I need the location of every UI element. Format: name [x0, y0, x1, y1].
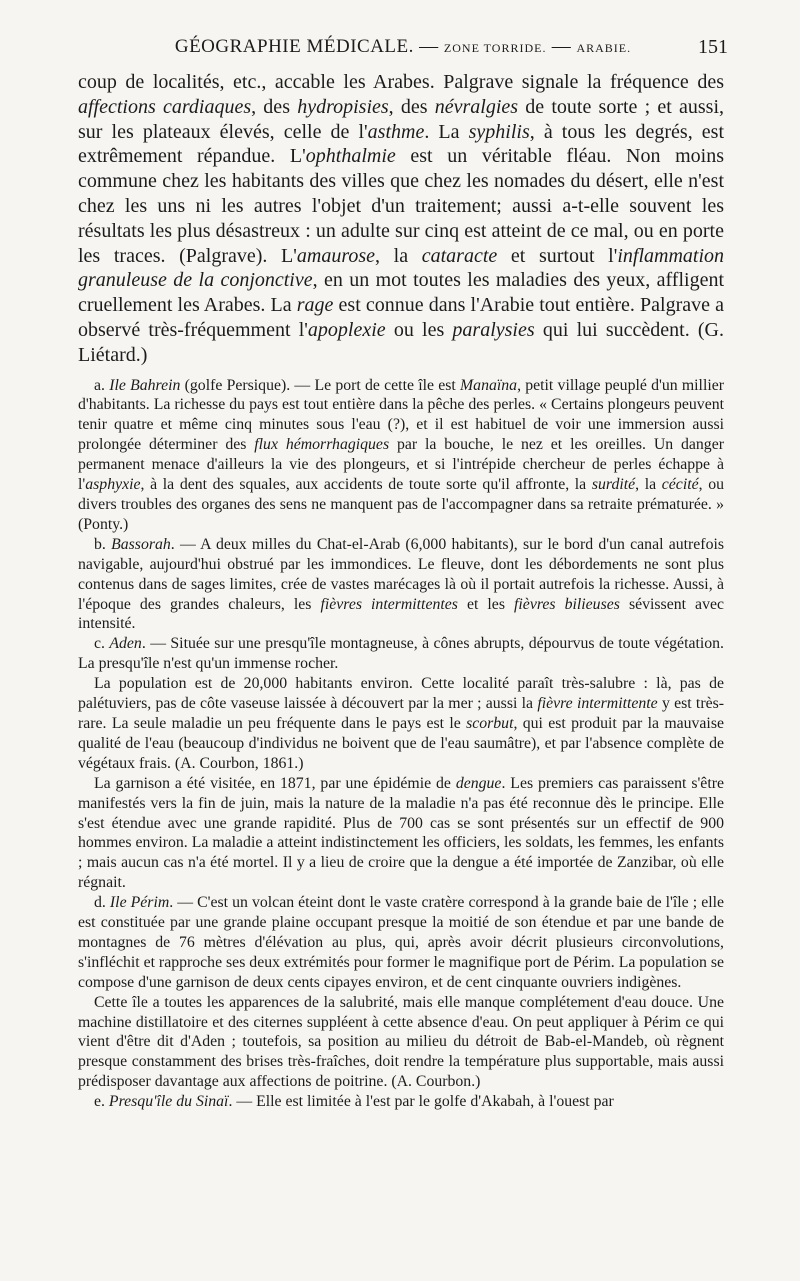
italic-term: inflammation granuleuse de la conjonctive — [78, 244, 724, 292]
text-run: . — Elle est limitée à l'est par le golfe d'Akabah, à l'ouest par — [228, 1093, 614, 1111]
italic-term: syphilis — [468, 120, 530, 143]
text-run: de toute sorte ; et aussi, sur les plateaux élevés, celle de l' — [78, 95, 725, 143]
text-run: , des — [388, 95, 435, 118]
italic-term: névralgies — [434, 95, 519, 118]
text-run: b. — [94, 535, 112, 553]
main-paragraph — [78, 70, 724, 368]
italic-term: ophthalmie — [305, 145, 396, 168]
text-run: e. — [94, 1093, 109, 1111]
note-paragraph — [78, 376, 724, 535]
text-run: , petit village peuplé d'un millier d'habitants. La richesse du pays est tout entière dans la pêche des perles. « Certains plongeurs peuvent tenir quatre et même cinq minutes sous l'eau (?), et il est habituel de voir une immersion aussi prolongée déterminer des — [78, 376, 724, 454]
text-run: . La — [424, 120, 469, 143]
text-run: . — Située sur une presqu'île montagneuse, à cônes abrupts, dépourvus de toute végétation. La presqu'île n'est qu'un immense rocher. — [78, 635, 724, 673]
page-body — [78, 70, 724, 1112]
note-paragraph — [78, 634, 724, 674]
text-run: est connue dans l'Arabie tout entière. Palgrave a observé très-fréquemment l' — [78, 294, 724, 341]
italic-term: Aden — [109, 635, 142, 653]
title-main: GÉOGRAPHIE MÉDICALE. — [174, 36, 414, 57]
note-paragraph — [78, 535, 724, 635]
text-run: . — C'est un volcan éteint dont le vaste cratère correspond à la grande baie de l'île ; elle est constituée par une grande plaine occupant presque la moitié de son étendue et par une bande de montagnes de 76 mètres d'élévation au plus, qui, après avoir décrit plusieurs circonvolutions, s'infléchit et rapproche ses deux extrémités pour former le magnifique port de Périm. La population se compose d'une garnison de deux cents cipayes environ, et de cent cinquante ouvriers indigènes. — [78, 894, 725, 991]
main-text — [78, 70, 724, 368]
text-run: , qui est produit par la mauvaise qualité de l'eau (beaucoup d'individus ne boivent que de l'eau saumâtre), et par l'absence complète de végétaux frais. (A. Courbon, 1861.) — [78, 714, 724, 772]
running-header — [78, 36, 728, 62]
page-number: 151 — [698, 36, 728, 58]
note-paragraph — [78, 774, 724, 893]
text-run: qui lui succèdent. (G. Liétard.) — [78, 318, 725, 366]
italic-term: affections cardiaques — [78, 95, 252, 118]
title-zone: ZONE TORRIDE. — [443, 41, 547, 55]
text-run: coup de localités, etc., accable les Arabes. Palgrave signale la fréquence des — [78, 71, 724, 93]
text-run: y est très-rare. La seule maladie un peu fréquente dans le pays est le — [78, 695, 725, 732]
text-run: , la — [635, 476, 662, 494]
note-paragraph — [78, 993, 724, 1093]
text-run: La population est de 20,000 habitants environ. Cette localité paraît très-salubre : là, pas de palétuviers, pas de côte vaseuse laissée à découvert par la mer ; aussi la — [78, 675, 724, 713]
text-run: , des — [251, 95, 298, 118]
notes-section — [78, 376, 724, 1113]
italic-term: Manaïna — [460, 376, 518, 394]
italic-term: surdité — [591, 476, 636, 494]
italic-term: cécité — [661, 476, 699, 494]
italic-term: cataracte — [421, 244, 498, 267]
italic-term: Ile Bahrein — [109, 376, 181, 394]
text-run: et les — [457, 595, 515, 613]
text-run: (golfe Persique). — Le port de cette île est — [180, 376, 461, 394]
text-run: , en un mot toutes les maladies des yeux, affligent cruellement les Arabes. La — [78, 269, 724, 317]
italic-term: Presqu'île du Sinaï — [108, 1093, 229, 1111]
title-region: ARABIE. — [576, 41, 632, 55]
text-run: La garnison a été visitée, en 1871, par une épidémie de — [94, 774, 456, 792]
italic-term: fièvre intermittente — [537, 695, 658, 713]
text-run: c. — [94, 635, 110, 653]
text-run: et surtout l' — [497, 244, 618, 267]
italic-term: rage — [296, 294, 334, 317]
text-run: est un véritable fléau. Non moins commune chez les habitants des villes que chez les nomades du désert, elle n'est chez les uns ni les autres l'objet d'un traitement; aussi a-t-elle souvent les résultats les plus désastreux : un adulte sur cinq est atteint de ce mal, ou en porte les traces. (Palgrave). L' — [78, 145, 724, 267]
italic-term: fièvres intermittentes — [320, 595, 458, 613]
text-run: , ou divers troubles des organes des sens ne manquent pas de l'accompagner dans sa retraite prématurée. » (Ponty.) — [78, 476, 724, 533]
text-run: par la bouche, le nez et les oreilles. Un danger permanent menace d'ailleurs la vie des plongeurs, et si l'intrépide chercheur de perles échappe à l' — [78, 436, 724, 494]
running-title: GÉOGRAPHIE MÉDICALE. — ZONE TORRIDE. — ARABIE. — [174, 36, 632, 57]
italic-term: apoplexie — [307, 318, 386, 341]
note-paragraph — [78, 1092, 724, 1112]
text-run: , à tous les degrés, est extrêmement répandue. L' — [78, 120, 725, 168]
italic-term: scorbut — [466, 714, 514, 732]
text-run: . Les premiers cas paraissent s'être manifestés vers la fin de juin, mais la nature de la maladie n'a pas été reconnue dès le principe. Elle s'est étendue avec une grande rapidité. Plus de 700 cas se sont présentés sur un effectif de 900 hommes environ. La maladie a atteint indistinctement les officiers, les soldats, les femmes, les enfants ; mais aucun cas n'a été mortel. Il y a lieu de croire que la dengue a été importée de Zanzibar, où elle régnait. — [78, 774, 724, 892]
italic-term: asthme — [367, 120, 425, 143]
text-run: ou les — [385, 318, 453, 341]
italic-term: fièvres bilieuses — [514, 595, 620, 613]
italic-term: flux hémorrhagiques — [254, 436, 390, 454]
text-run: d. — [94, 894, 110, 912]
italic-term: dengue — [455, 774, 502, 792]
text-run: a. — [94, 376, 110, 394]
italic-term: hydropisies — [297, 95, 389, 118]
italic-term: Ile Périm — [109, 894, 170, 912]
note-paragraph — [78, 893, 724, 993]
text-run: . — A deux milles du Chat-el-Arab (6,000 habitants), sur le bord d'un canal autrefois navigable, aujourd'hui obstrué par les immondices. Le fleuve, dont les débordements ne sont plus contenus dans de sages limites, crée de vastes marécages là où il portait autrefois la richesse. Aussi, à l'époque des grandes chaleurs, les — [78, 535, 724, 613]
italic-term: Bassorah — [111, 535, 171, 553]
text-run: sévissent avec intensité. — [78, 595, 724, 633]
italic-term: amaurose — [296, 244, 376, 267]
italic-term: asphyxie — [85, 476, 141, 494]
text-run: Cette île a toutes les apparences de la salubrité, mais elle manque complétement d'eau douce. Une machine distillatoire et des citernes suppléent à cette absence d'eau. On peut appliquer à Périm ce qui vient d'être dit d'Aden ; toutefois, sa position au milieu du détroit de Bab-el-Mandeb, où règnent presque constamment des brises très-fraîches, doit rendre la température plus supportable, mais aussi prédisposer davantage aux affections de poitrine. (A. Courbon.) — [78, 993, 724, 1091]
text-run: , à la dent des squales, aux accidents de toute sorte qu'il affronte, la — [140, 476, 592, 494]
note-paragraph — [78, 674, 724, 774]
text-run: , la — [375, 244, 422, 267]
italic-term: paralysies — [452, 318, 535, 341]
